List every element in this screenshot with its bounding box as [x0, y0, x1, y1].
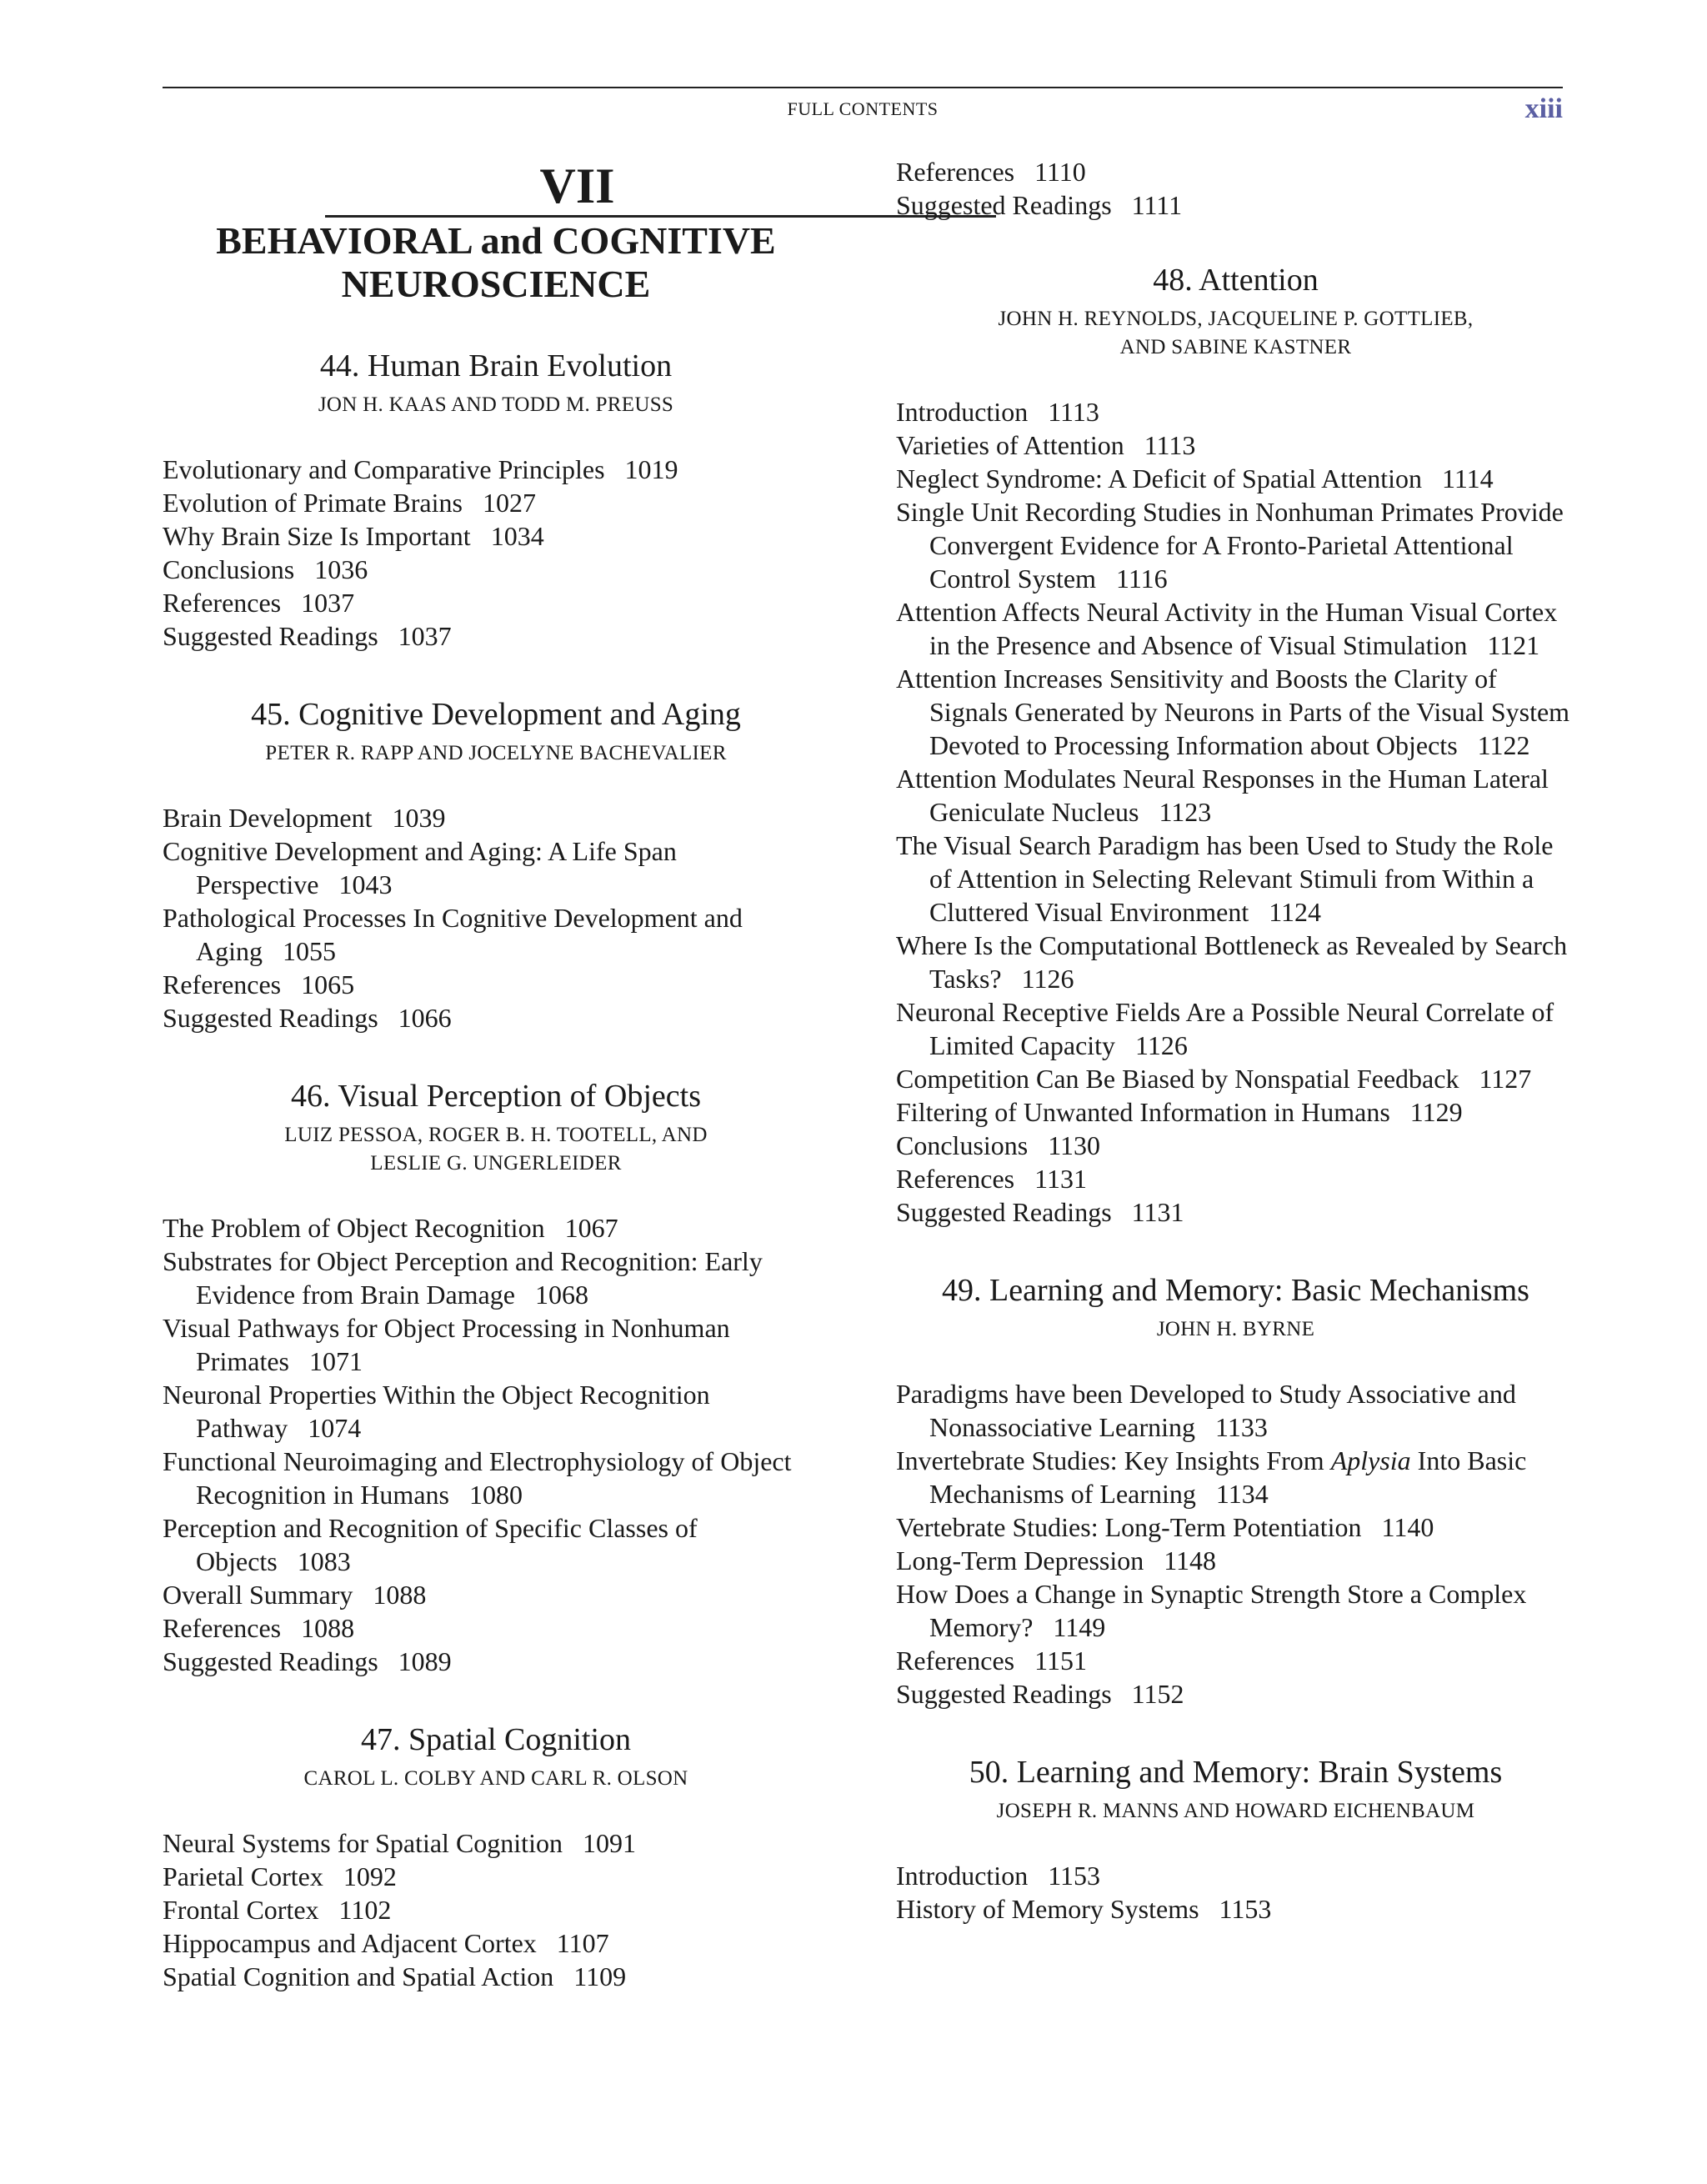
entry-title: Attention Affects Neural Activity in the Human Visual Cortex in the Presence and Absence of Visual Stimulation — [896, 597, 1558, 660]
chapter-authors — [163, 391, 829, 419]
toc-entry — [896, 1577, 1575, 1644]
entry-page-number: 1134 — [1215, 1479, 1269, 1509]
entry-page-number: 1130 — [1048, 1130, 1101, 1160]
entry-page-number: 1080 — [468, 1480, 523, 1510]
entry-page-number: 1071 — [308, 1346, 363, 1376]
entry-page-number: 1083 — [297, 1546, 351, 1576]
entry-title: Conclusions — [896, 1130, 1029, 1160]
toc-entry — [163, 1645, 829, 1678]
toc-entry — [163, 1445, 829, 1511]
entry-page-number: 1126 — [1135, 1030, 1188, 1060]
entry-title: Neuronal Properties Within the Object Recognition Pathway — [163, 1380, 710, 1443]
toc-entry — [163, 1893, 829, 1926]
entry-title: History of Memory Systems — [896, 1894, 1199, 1924]
toc-entry — [896, 1162, 1575, 1195]
entry-page-number: 1153 — [1048, 1861, 1100, 1891]
page-number: xiii — [1524, 93, 1563, 124]
chapter-title: 49. Learning and Memory: Basic Mechanisms — [942, 1273, 1529, 1308]
toc-entry — [896, 1510, 1575, 1544]
right-column — [896, 155, 1575, 1926]
entry-page-number: 1116 — [1116, 564, 1168, 594]
toc-entry — [163, 834, 829, 901]
entry-page-number: 1113 — [1144, 430, 1196, 460]
chapter-title: 45. Cognitive Development and Aging — [251, 697, 741, 732]
entry-title: Suggested Readings — [896, 1197, 1112, 1227]
entry-page-number: 1065 — [301, 969, 355, 999]
entry-title: Paradigms have been Developed to Study Associative and Nonassociative Learning — [896, 1379, 1516, 1442]
entry-page-number: 1055 — [283, 936, 336, 966]
toc-entry — [163, 1311, 829, 1378]
toc-entry — [896, 395, 1575, 428]
entry-title: References — [163, 1613, 282, 1643]
toc-entry — [163, 1860, 829, 1893]
toc-entry — [896, 762, 1575, 829]
chapter — [163, 1076, 829, 1678]
entry-title: References — [896, 1646, 1015, 1676]
entry-title: Spatial Cognition and Spatial Action — [163, 1961, 554, 1991]
entry-title: Suggested Readings — [163, 1646, 378, 1676]
entry-page-number: 1121 — [1487, 630, 1540, 660]
chapter-title: 44. Human Brain Evolution — [319, 348, 673, 383]
entry-page-number: 1110 — [1034, 157, 1086, 187]
toc-entry — [163, 1578, 829, 1611]
toc-entry — [163, 519, 829, 553]
entry-title: Long-Term Depression — [896, 1545, 1144, 1575]
toc-entry — [896, 595, 1575, 662]
chapter-authors — [896, 1797, 1575, 1826]
entry-page-number: 1114 — [1442, 463, 1494, 493]
entry-title: Pathological Processes In Cognitive Development and Aging — [163, 903, 743, 966]
chapter-entries — [163, 1826, 829, 1993]
entry-page-number: 1074 — [308, 1413, 362, 1443]
toc-entry — [896, 428, 1575, 462]
entry-page-number: 1088 — [373, 1580, 427, 1610]
chapter-title: 47. Spatial Cognition — [360, 1722, 632, 1757]
entry-page-number: 1068 — [534, 1280, 588, 1310]
entry-page-number: 1109 — [573, 1961, 627, 1991]
entry-page-number: 1039 — [392, 803, 446, 833]
author-line: AND SABINE KASTNER — [1119, 336, 1352, 358]
entry-page-number: 1089 — [398, 1646, 452, 1676]
entry-page-number: 1036 — [314, 554, 368, 584]
toc-entry — [163, 1211, 829, 1245]
entry-title: Competition Can Be Biased by Nonspatial Feedback — [896, 1064, 1459, 1094]
entry-page-number: 1019 — [624, 454, 678, 484]
author-line: LESLIE G. UNGERLEIDER — [370, 1152, 622, 1175]
toc-entry — [163, 1001, 829, 1034]
entry-title: Suggested Readings — [163, 1003, 378, 1033]
entry-page-number: 1153 — [1219, 1894, 1272, 1924]
entry-title: Visual Pathways for Object Processing in Nonhuman Primates — [163, 1313, 730, 1376]
entry-title: Perception and Recognition of Specific Classes of Objects — [163, 1513, 698, 1576]
entry-title: Single Unit Recording Studies in Nonhuman Primates Provide Convergent Evidence for A Fronto-Parietal Attentional Control System — [896, 497, 1564, 594]
chapter-authors — [163, 1765, 829, 1793]
part-title — [163, 219, 829, 306]
entry-title: Filtering of Unwanted Information in Humans — [896, 1097, 1390, 1127]
entry-title: Frontal Cortex — [163, 1895, 319, 1925]
author-line: JON H. KAAS AND TODD M. PREUSS — [318, 393, 674, 416]
entry-title: Functional Neuroimaging and Electrophysiology of Object Recognition in Humans — [163, 1446, 792, 1510]
chapter — [163, 694, 829, 1034]
toc-entry — [896, 188, 1575, 222]
entry-page-number: 1126 — [1021, 964, 1074, 994]
entry-title: Suggested Readings — [163, 621, 378, 651]
entry-title: Evolutionary and Comparative Principles — [163, 454, 605, 484]
toc-entry — [896, 995, 1575, 1062]
author-line: PETER R. RAPP AND JOCELYNE BACHEVALIER — [265, 742, 727, 764]
chapter — [896, 1270, 1575, 1711]
entry-page-number: 1131 — [1034, 1164, 1087, 1194]
toc-entry — [896, 929, 1575, 995]
toc-entry — [163, 901, 829, 968]
entry-page-number: 1067 — [564, 1213, 618, 1243]
chapter-entries — [896, 395, 1575, 1229]
entry-title: Overall Summary — [163, 1580, 353, 1610]
right-chapter-list — [896, 260, 1575, 1926]
toc-entry — [163, 486, 829, 519]
left-chapter-list — [163, 346, 829, 1993]
toc-entry — [163, 1926, 829, 1960]
toc-entry — [896, 829, 1575, 929]
running-title: FULL CONTENTS — [787, 98, 939, 119]
part-title-line: BEHAVIORAL and COGNITIVE — [216, 219, 776, 262]
toc-entry — [896, 1444, 1575, 1510]
entry-title: Hippocampus and Adjacent Cortex — [163, 1928, 537, 1958]
author-line: CAROL L. COLBY AND CARL R. OLSON — [303, 1767, 688, 1790]
entry-page-number: 1123 — [1159, 797, 1212, 827]
toc-entry — [163, 1378, 829, 1445]
chapter — [163, 346, 829, 653]
entry-title: Suggested Readings — [896, 190, 1112, 220]
entry-page-number: 1149 — [1053, 1612, 1106, 1642]
entry-page-number: 1034 — [490, 521, 544, 551]
entry-page-number: 1133 — [1215, 1412, 1268, 1442]
toc-entry — [163, 1826, 829, 1860]
entry-title: Attention Modulates Neural Responses in the Human Lateral Geniculate Nucleus — [896, 764, 1549, 827]
toc-entry — [163, 1511, 829, 1578]
entry-title: References — [163, 969, 282, 999]
entry-page-number: 1092 — [343, 1861, 397, 1891]
entry-title: The Visual Search Paradigm has been Used to Study the Role of Attention in Selecting Relevant Stimuli from Within a Cluttered Visual Environment — [896, 830, 1554, 927]
entry-title: Substrates for Object Perception and Recognition: Early Evidence from Brain Damage — [163, 1246, 763, 1310]
entry-title: Why Brain Size Is Important — [163, 521, 471, 551]
entry-page-number: 1129 — [1409, 1097, 1463, 1127]
entry-italic-term: Aplysia — [1330, 1445, 1411, 1475]
toc-entry — [896, 462, 1575, 495]
entry-title: Conclusions — [163, 554, 295, 584]
toc-entry — [163, 1245, 829, 1311]
author-line: JOHN H. REYNOLDS, JACQUELINE P. GOTTLIEB, — [998, 308, 1474, 330]
entry-title: References — [163, 588, 282, 618]
entry-page-number: 1043 — [338, 869, 393, 899]
chapter-entries — [163, 801, 829, 1034]
author-line: JOSEPH R. MANNS AND HOWARD EICHENBAUM — [996, 1800, 1475, 1822]
chapter-authors — [896, 305, 1575, 362]
toc-entry — [896, 1892, 1575, 1926]
entry-title: Neural Systems for Spatial Cognition — [163, 1828, 563, 1858]
toc-entry — [163, 1960, 829, 1993]
entry-title: Neuronal Receptive Fields Are a Possible Neural Correlate of Limited Capacity — [896, 997, 1554, 1060]
entry-page-number: 1140 — [1381, 1512, 1434, 1542]
chapter-entries — [163, 453, 829, 653]
toc-entry — [896, 1095, 1575, 1129]
toc-entry — [163, 968, 829, 1001]
entry-title: Introduction — [896, 397, 1029, 427]
entry-title: Vertebrate Studies: Long-Term Potentiation — [896, 1512, 1362, 1542]
entry-title: Suggested Readings — [896, 1679, 1112, 1709]
entry-page-number: 1122 — [1477, 730, 1530, 760]
toc-entry — [163, 586, 829, 619]
chapter — [163, 1720, 829, 1993]
toc-entry — [896, 155, 1575, 188]
chapter-entries — [896, 1377, 1575, 1711]
entry-title: Evolution of Primate Brains — [163, 488, 463, 518]
part-number: VII — [539, 158, 615, 213]
toc-entry — [896, 1544, 1575, 1577]
toc-entry — [896, 1062, 1575, 1095]
chapter — [896, 1752, 1575, 1926]
entry-page-number: 1124 — [1269, 897, 1322, 927]
chapter-title: 50. Learning and Memory: Brain Systems — [969, 1755, 1503, 1790]
entry-title: Neglect Syndrome: A Deficit of Spatial Attention — [896, 463, 1422, 493]
entry-page-number: 1091 — [582, 1828, 636, 1858]
entry-page-number: 1037 — [398, 621, 452, 651]
header-rule — [163, 87, 1563, 88]
entry-title: Attention Increases Sensitivity and Boosts the Clarity of Signals Generated by Neurons in Parts of the Visual System Devoted to Processing Information about Objects — [896, 664, 1570, 760]
entry-page-number: 1088 — [301, 1613, 355, 1643]
entry-title: Parietal Cortex — [163, 1861, 323, 1891]
entry-page-number: 1148 — [1164, 1545, 1217, 1575]
entry-page-number: 1102 — [338, 1895, 392, 1925]
entry-title: References — [896, 1164, 1015, 1194]
toc-entry — [163, 619, 829, 653]
entry-title: Introduction — [896, 1861, 1029, 1891]
running-head — [163, 93, 1563, 130]
entry-page-number: 1151 — [1034, 1646, 1087, 1676]
toc-entry — [896, 1377, 1575, 1444]
entry-page-number: 1127 — [1479, 1064, 1532, 1094]
entry-page-number: 1037 — [301, 588, 355, 618]
entry-title: Brain Development — [163, 803, 373, 833]
chapter-entries — [163, 1211, 829, 1678]
toc-entry — [896, 1644, 1575, 1677]
chapter-title: 46. Visual Perception of Objects — [291, 1079, 701, 1114]
entry-page-number: 1111 — [1131, 190, 1183, 220]
entry-title: Invertebrate Studies: Key Insights From Aplysia Into Basic Mechanisms of Learning — [896, 1445, 1527, 1509]
entry-title: The Problem of Object Recognition — [163, 1213, 545, 1243]
entry-title: References — [896, 157, 1015, 187]
chapter-entries — [896, 1859, 1575, 1926]
author-line: LUIZ PESSOA, ROGER B. H. TOOTELL, AND — [284, 1124, 708, 1146]
entry-page-number: 1027 — [482, 488, 536, 518]
toc-entry — [163, 453, 829, 486]
chapter-title: 48. Attention — [1153, 263, 1319, 298]
entry-title: Where Is the Computational Bottleneck as Revealed by Search Tasks? — [896, 930, 1568, 994]
entry-page-number: 1066 — [398, 1003, 452, 1033]
toc-entry — [896, 662, 1575, 762]
entry-title: How Does a Change in Synaptic Strength Store a Complex Memory? — [896, 1579, 1527, 1642]
chapter-authors — [163, 1121, 829, 1178]
part-title-line: NEUROSCIENCE — [341, 263, 651, 305]
toc-entry — [163, 553, 829, 586]
chapter-authors — [896, 1315, 1575, 1344]
toc-entry — [896, 1195, 1575, 1229]
toc-entry — [163, 1611, 829, 1645]
continued-entries — [896, 155, 1575, 222]
chapter-authors — [163, 739, 829, 768]
toc-entry — [896, 1677, 1575, 1711]
toc-entry — [163, 801, 829, 834]
toc-entry — [896, 1129, 1575, 1162]
entry-title: Cognitive Development and Aging: A Life Span Perspective — [163, 836, 677, 899]
entry-page-number: 1131 — [1131, 1197, 1184, 1227]
entry-page-number: 1107 — [556, 1928, 609, 1958]
author-line: JOHN H. BYRNE — [1156, 1318, 1315, 1340]
entry-page-number: 1113 — [1048, 397, 1099, 427]
toc-entry — [896, 495, 1575, 595]
entry-page-number: 1152 — [1131, 1679, 1184, 1709]
toc-entry — [896, 1859, 1575, 1892]
entry-title: Varieties of Attention — [896, 430, 1124, 460]
left-column — [163, 158, 829, 1993]
chapter — [896, 260, 1575, 1229]
